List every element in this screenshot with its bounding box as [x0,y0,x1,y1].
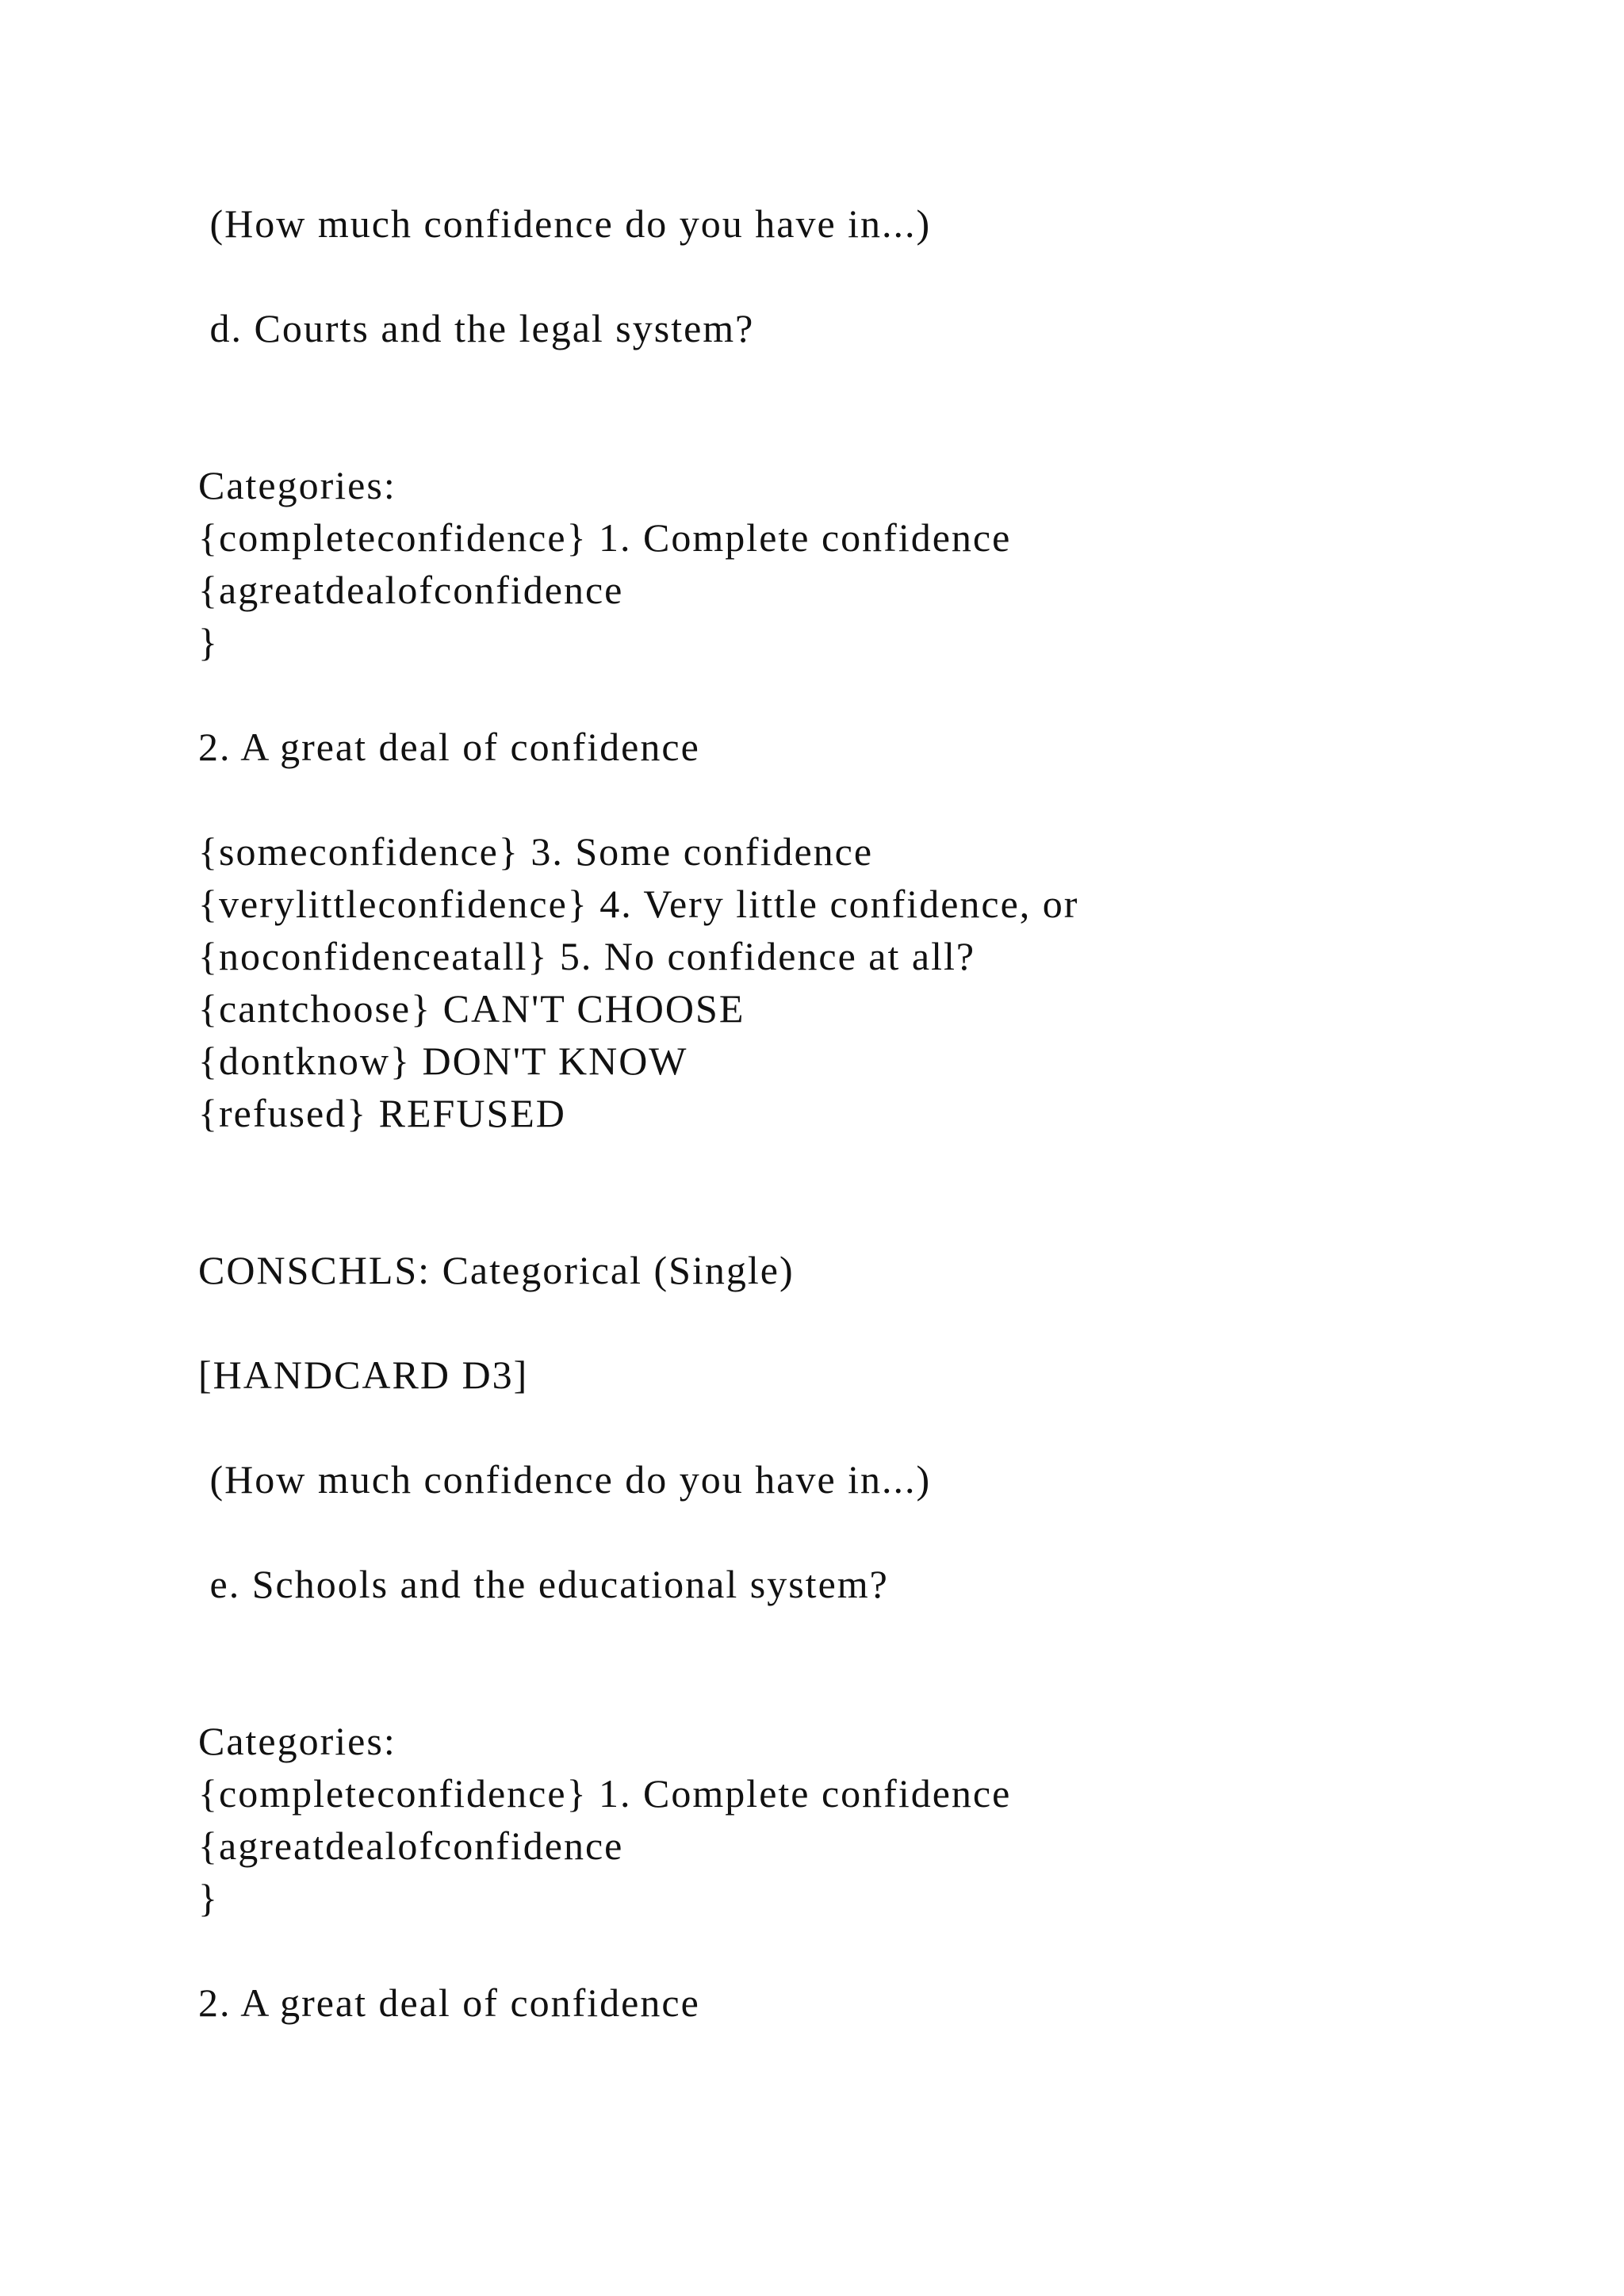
category-option: } [198,1876,219,1920]
question-prompt: (How much confidence do you have in...) [198,1457,932,1502]
question-item: e. Schools and the educational system? [198,1562,889,1606]
category-option: {agreatdealofconfidence [198,568,624,612]
category-option: {agreatdealofconfidence [198,1823,624,1868]
question-prompt: (How much confidence do you have in...) [198,201,932,246]
category-option: {cantchoose} CAN'T CHOOSE [198,986,745,1031]
category-option: {completeconfidence} 1. Complete confidence [198,515,1012,560]
question-item: d. Courts and the legal system? [198,306,755,350]
category-option: {dontknow} DON'T KNOW [198,1039,688,1083]
category-option: 2. A great deal of confidence [198,1980,700,2025]
categories-heading: Categories: [198,463,396,507]
categories-heading: Categories: [198,1719,396,1763]
handcard-label: [HANDCARD D3] [198,1353,529,1397]
variable-heading: CONSCHLS: Categorical (Single) [198,1248,795,1292]
category-option: {completeconfidence} 1. Complete confidence [198,1771,1012,1816]
category-option: {noconfidenceatall} 5. No confidence at all? [198,934,976,978]
category-option: } [198,620,219,664]
category-option: {verylittleconfidence} 4. Very little confidence, or [198,882,1079,926]
category-option: {someconfidence} 3. Some confidence [198,829,874,874]
category-option: 2. A great deal of confidence [198,725,700,769]
category-option: {refused} REFUSED [198,1091,566,1135]
